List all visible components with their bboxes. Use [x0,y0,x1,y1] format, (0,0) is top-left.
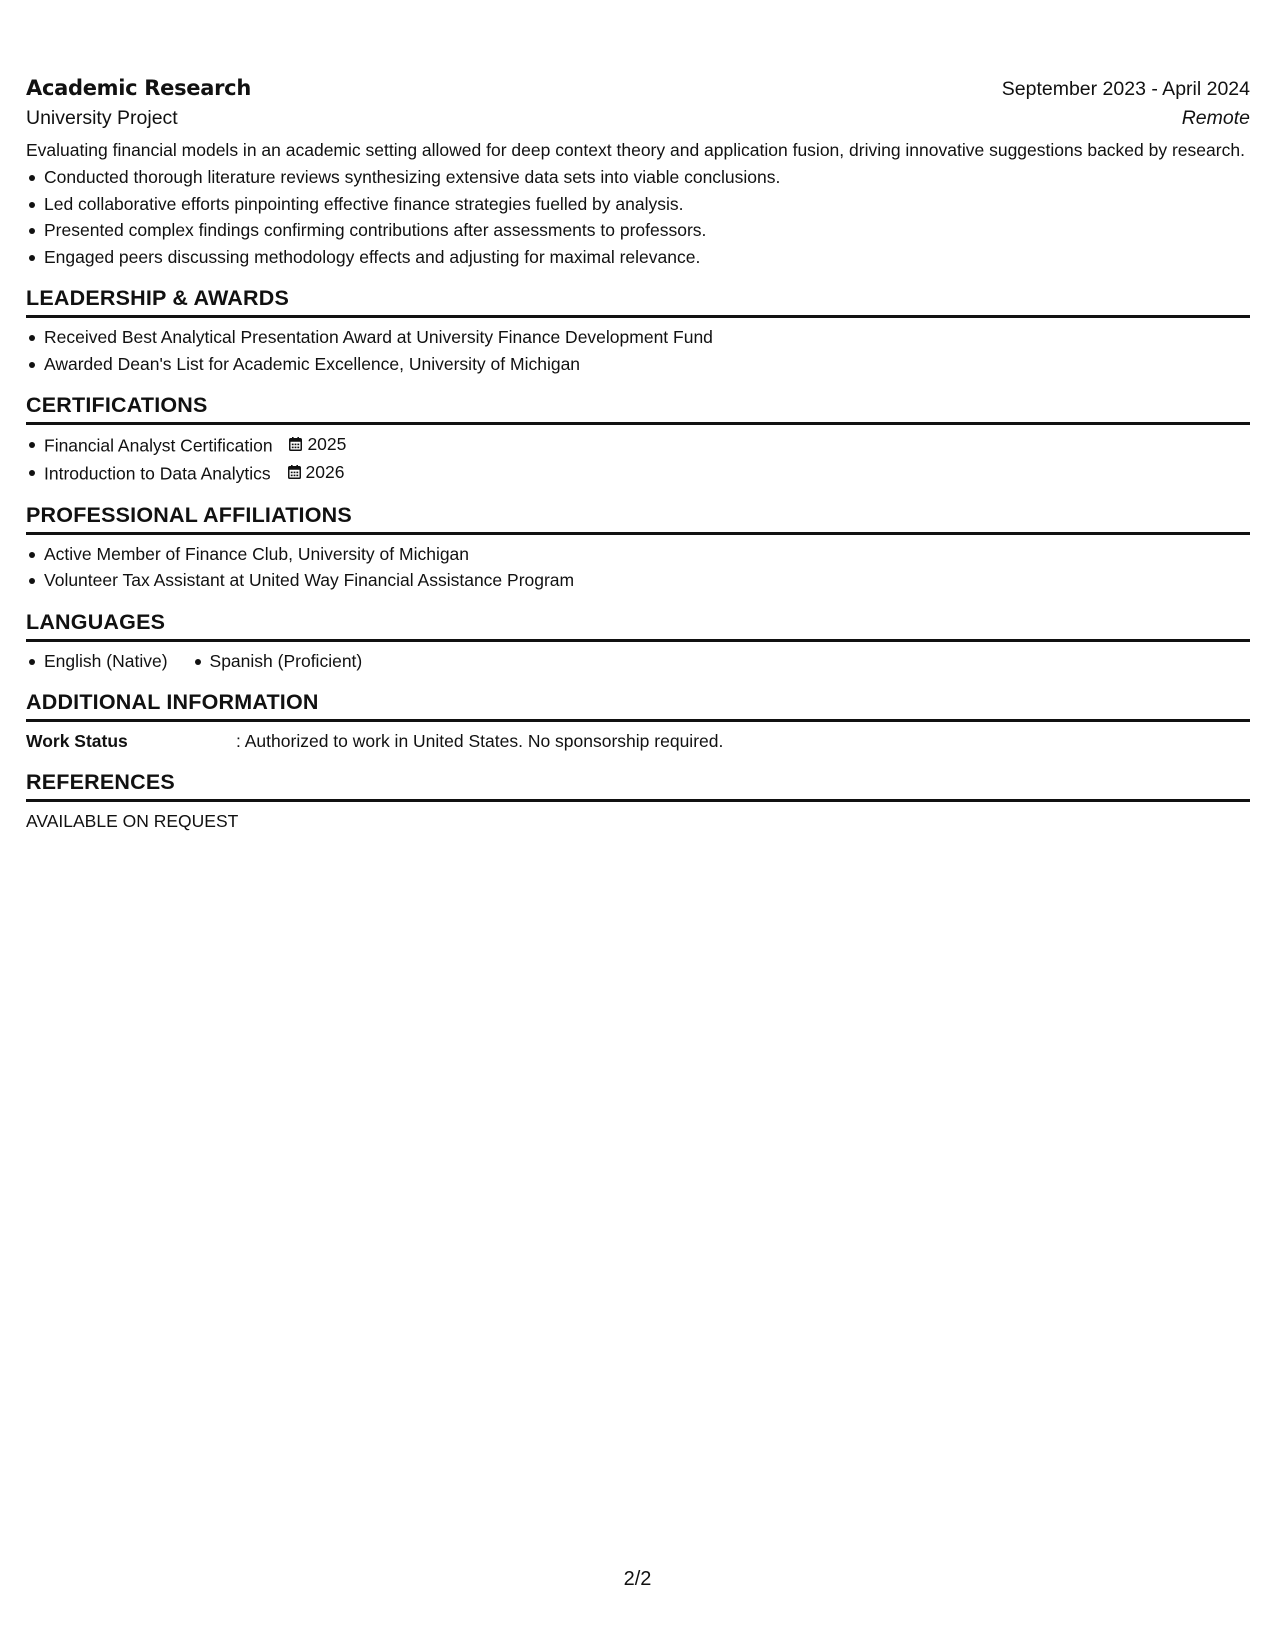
project-organization: University Project [26,107,178,129]
section-heading-references: REFERENCES [26,770,1250,802]
leadership-section [26,286,1250,377]
references-text: AVAILABLE ON REQUEST [26,811,239,831]
list-item: Active Member of Finance Club, University of Michigan [44,541,1250,568]
project-bullets [26,164,1250,270]
certification-year: 2026 [305,461,345,482]
list-item [44,431,1250,459]
certification-name: Introduction to Data Analytics [44,463,271,483]
section-heading-leadership: LEADERSHIP & AWARDS [26,286,1250,318]
languages-section [26,610,1250,675]
section-heading-additional-info: ADDITIONAL INFORMATION [26,690,1250,722]
certification-year-group [289,431,346,458]
resume-page [26,76,1250,834]
project-dates: September 2023 - April 2024 [1001,78,1250,100]
section-heading-affiliations: PROFESSIONAL AFFILIATIONS [26,503,1250,535]
list-item [44,459,1250,487]
work-status-value: : Authorized to work in United States. No sponsorship required. [236,731,724,751]
additional-info-section [26,690,1250,754]
list-item: Conducted thorough literature reviews synthesizing extensive data sets into viable conclusions. [44,164,1250,191]
calendar-icon [288,465,301,479]
project-header [26,76,1250,101]
list-item: Led collaborative efforts pinpointing effective finance strategies fuelled by analysis. [44,191,1250,218]
project-description: Evaluating financial models in an academic setting allowed for deep context theory and application fusion, driving innovative suggestions backed by research. [26,140,1245,160]
list-item: Volunteer Tax Assistant at United Way Financial Assistance Program [44,567,1250,594]
certification-year: 2025 [307,434,347,454]
calendar-icon [289,437,302,451]
project-entry [26,76,1250,270]
page-number: 2/2 [623,1568,652,1590]
affiliations-section [26,503,1250,594]
list-item: Received Best Analytical Presentation Award at University Finance Development Fund [44,324,1250,351]
list-item: Awarded Dean's List for Academic Excellence, University of Michigan [44,351,1250,378]
project-location: Remote [1181,107,1250,129]
certification-year-group [288,459,345,486]
work-status-row [26,728,1250,754]
certifications-list [26,431,1250,487]
references-section [26,770,1250,834]
list-item: English (Native) [44,648,168,675]
project-subheader [26,107,1250,130]
languages-list [26,648,1250,675]
certifications-section [26,393,1250,487]
affiliations-list [26,541,1250,594]
project-title: Academic Research [26,76,251,100]
section-heading-certifications: CERTIFICATIONS [26,393,1250,425]
work-status-label: Work Status [26,731,128,751]
certification-name: Financial Analyst Certification [44,435,273,456]
list-item: Engaged peers discussing methodology effects and adjusting for maximal relevance. [44,244,1250,271]
list-item: Presented complex findings confirming contributions after assessments to professors. [44,217,1250,244]
section-heading-languages: LANGUAGES [26,610,1250,642]
list-item: Spanish (Proficient) [210,648,363,675]
leadership-list [26,324,1250,377]
